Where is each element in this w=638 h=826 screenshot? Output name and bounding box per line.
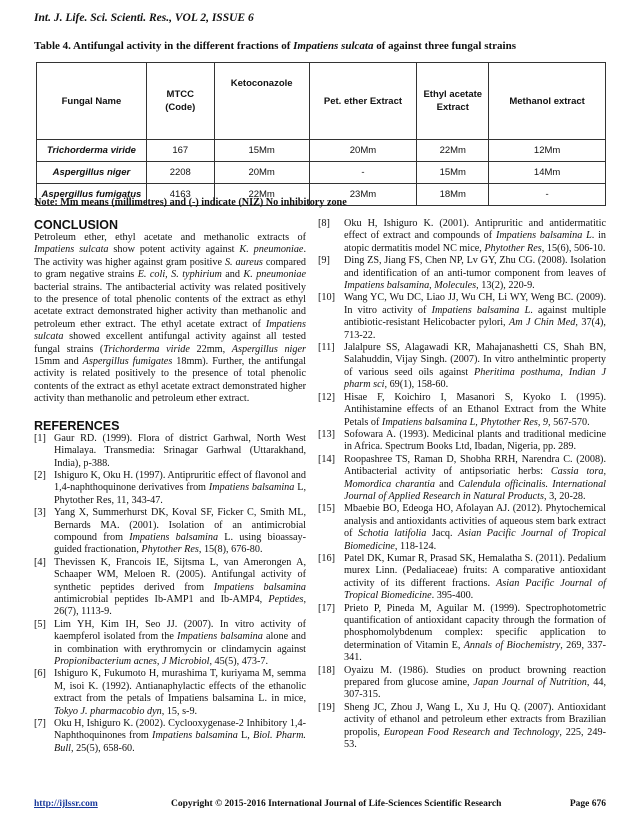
methanol-cell: 14Mm bbox=[489, 162, 606, 184]
reference-item: [5] Lim YH, Kim IH, Seo JJ. (2007). In vitro activity of kaempferol isolated from the Impatiens balsamina alone and in combination with erythromycin or clindamycin against Propionibacterium acnes, J Microbiol, 45(5), 473-7. bbox=[34, 618, 306, 667]
methanol-cell: - bbox=[489, 184, 606, 206]
reference-item: [1] Gaur RD. (1999). Flora of district Garhwal, North West Himalaya. Transmedia: Srinagar Garhwal (Uttarakhand, India), p-388. bbox=[34, 432, 306, 469]
footer-link[interactable]: http://ijlssr.com bbox=[34, 799, 98, 809]
reference-item: [11] Jalalpure SS, Alagawadi KR, Mahajanashetti CS, Shah BN, Salahuddin, Vijay Singh. (2007). In vitro anthelmintic property of various seed oils against Pheritima posthuma, Indian J pharm sci, 69(1), 158-60. bbox=[318, 342, 606, 391]
reference-item: [15] Mbaebie BO, Edeoga HO, Afolayan AJ. (2012). Phytochemical analysis and antioxidants activities of aqueous stem bark extract of Schotia latifolia Jacq. Asian Pacific Journal of Tropical Biomedicine, 118-124. bbox=[318, 503, 606, 552]
journal-header: Int. J. Life. Sci. Scienti. Res., VOL 2, ISSUE 6 bbox=[34, 12, 254, 24]
references-list-right bbox=[318, 218, 606, 751]
reference-item: [14] Roopashree TS, Raman D, Shobha RRH, Narendra C. (2008). Antibacterial activity of antipsoriatic herbs: Cassia tora, Momordica charantia and Calendula officinalis. International Journal of Applied Research in Natural Products, 3, 20-28. bbox=[318, 453, 606, 502]
reference-item: [6] Ishiguro K, Fukumoto H, murashima T, kuriyama M, semma M, isoi K. (1992). Antianaphylactic effects of the ethanolic extract from the petals of Impatiens balsamina L. in mice, Tokyo J. pharmacobio dyn, 15, s-9. bbox=[34, 668, 306, 717]
reference-item: [13] Sofowara A. (1993). Medicinal plants and traditional medicine in Africa. Spectrum Books Ltd, Ibadan, Nigeria, pp. 289. bbox=[318, 428, 606, 453]
col-header-pet-ether: Pet. ether Extract bbox=[309, 63, 417, 140]
pet-cell: - bbox=[309, 162, 417, 184]
left-column bbox=[34, 218, 306, 755]
table-row bbox=[37, 140, 606, 162]
pet-cell: 23Mm bbox=[309, 184, 417, 206]
reference-item: [9] Ding ZS, Jiang FS, Chen NP, Lv GY, Zhu CG. (2008). Isolation and identification of an anti-tumor component from leaves of Impatiens balsamina, Molecules, 13(2), 220-9. bbox=[318, 255, 606, 292]
methanol-cell: 12Mm bbox=[489, 140, 606, 162]
mtcc-cell: 4163 bbox=[146, 184, 214, 206]
mtcc-cell: 167 bbox=[146, 140, 214, 162]
reference-item: [2] Ishiguro K, Oku H. (1997). Antipruritic effect of flavonol and 1,4-naphthoquinone derivatives from Impatiens balsamina L, Phytother Res, 11, 343-47. bbox=[34, 469, 306, 506]
reference-item: [8] Oku H, Ishiguro K. (2001). Antipruritic and antidermatitic effect of extract and compounds of Impatiens balsamina L. in atopic dermatitis model NC mice, Phytother Res, 15(6), 506-10. bbox=[318, 218, 606, 254]
fungal-name-cell: Trichorderma viride bbox=[37, 140, 147, 162]
antifungal-table bbox=[36, 62, 606, 206]
col-header-methanol: Methanol extract bbox=[489, 63, 606, 140]
reference-item: [17] Prieto P, Pineda M, Aguilar M. (1999). Spectrophotometric quantification of antioxidant capacity through the formation of phosphomolybdenum complex: specific application to determination of Vitamin E, Annals of Biochemistry, 269, 337-341. bbox=[318, 602, 606, 664]
keto-cell: 15Mm bbox=[214, 140, 309, 162]
table-header-row bbox=[37, 63, 606, 140]
fungal-name-cell: Aspergillus niger bbox=[37, 162, 147, 184]
reference-item: [16] Patel DK, Kumar R, Prasad SK, Hemalatha S. (2011). Pedalium murex Linn. (Pedaliaceae) fruits: A comparative antioxidant activity of its different fractions. Asian Pacific Journal of Tropical Biomedicine. 395-400. bbox=[318, 552, 606, 602]
right-column bbox=[318, 218, 606, 751]
ethyl-cell: 15Mm bbox=[417, 162, 489, 184]
table-note: Note: Mm means (millimetres) and (-) indicate (NIZ) No inhibitory zone bbox=[34, 197, 347, 208]
conclusion-heading: CONCLUSION bbox=[34, 218, 119, 232]
col-header-fungal-name: Fungal Name bbox=[37, 63, 147, 140]
reference-item: [7] Oku H, Ishiguro K. (2002). Cyclooxygenase-2 Inhibitory 1,4-Naphthoquinones from Impatiens balsamina L, Biol. Pharm. Bull, 25(5), 658-60. bbox=[34, 718, 306, 754]
keto-cell: 22Mm bbox=[214, 184, 309, 206]
reference-item: [4] Thevissen K, Francois IE, Sijtsma L, van Amerongen A, Schaaper WM, Meloen R. (2005). Antifungal activity of synthetic peptides derived from Impatiens balsamina antimicrobial peptides Ib-AMP1 and Ib-AMP4, Peptides, 26(7), 1113-9. bbox=[34, 556, 306, 618]
references-heading: REFERENCES bbox=[34, 418, 120, 433]
col-header-mtcc: MTCC (Code) bbox=[146, 63, 214, 140]
ethyl-cell: 22Mm bbox=[417, 140, 489, 162]
mtcc-cell: 2208 bbox=[146, 162, 214, 184]
keto-cell: 20Mm bbox=[214, 162, 309, 184]
col-header-ketoconazole: Ketoconazole bbox=[214, 63, 309, 140]
col-header-ethyl-acetate: Ethyl acetate Extract bbox=[417, 63, 489, 140]
footer-copyright: Copyright © 2015-2016 International Journal of Life-Sciences Scientific Research bbox=[171, 799, 502, 809]
table-row bbox=[37, 162, 606, 184]
table-caption: Table 4. Antifungal activity in the different fractions of Impatiens sulcata of against three fungal strains bbox=[34, 40, 516, 52]
fungal-name-cell: Aspergillus fumigatus bbox=[37, 184, 147, 206]
reference-item: [12] Hisae F, Koichiro I, Masanori S, Kyoko I. (1995). Antihistamine effects of an Ethanol Extract from the White Petals of Impatiens balsamina L, Phytother Res, 9, 567-570. bbox=[318, 391, 606, 428]
ethyl-cell: 18Mm bbox=[417, 184, 489, 206]
reference-item: [18] Oyaizu M. (1986). Studies on product browning reaction prepared from glucose amine, Japan Journal of Nutrition, 44, 307-315. bbox=[318, 664, 607, 701]
page-number: Page 676 bbox=[569, 799, 606, 809]
reference-item: [3] Yang X, Summerhurst DK, Koval SF, Ficker C, Smith ML, Bernards MA. (2001). Isolation of an antimicrobial compound from Impatiens balsamina L. using bioassay-guided fractionation, Phytother Res, 15(8), 676-80. bbox=[34, 507, 306, 556]
reference-item: [10] Wang YC, Wu DC, Liao JJ, Wu CH, Li WY, Weng BC. (2009). In vitro activity of Impatiens balsamina L. against multiple antibiotic-resistant Helicobacter pylori, Am J Chin Med, 37(4), 713-22. bbox=[318, 292, 606, 341]
conclusion-paragraph: Petroleum ether, ethyl acetate and methanolic extracts of Impatiens sulcata show potent activity against K. pneumoniae. The activity was higher against gram positive S. aureus compared to gram negative strains E. coli, S. typhirium and K. pneumoniae bacterial strains. The antibacterial activity was related positively to the presence of total phenolic contents of the extract as ethyl acetate extract demonstrated higher activity than methanolic and petroleum ether extract. The ethyl acetate extract of Impatiens sulcata showed excellent antifungal activity against all tested fungal strains (Trichorderma viride 22mm, Aspergillus niger 15mm and Aspergillus fumigates 18mm). Further, the antifungal activity is related positively to the presence of total phenolic contents of the extract as ethyl acetate extract demonstrated higher activity than methanolic and petroleum ether extract. bbox=[34, 232, 307, 405]
reference-item: [19] Sheng JC, Zhou J, Wang L, Xu J, Hu Q. (2007). Antioxidant activity of ethanol and petroleum ether extracts from Brazilian propolis, European Food Research and Technology, 225, 249-53. bbox=[318, 701, 606, 751]
pet-cell: 20Mm bbox=[309, 140, 417, 162]
references-list-left bbox=[34, 433, 306, 756]
